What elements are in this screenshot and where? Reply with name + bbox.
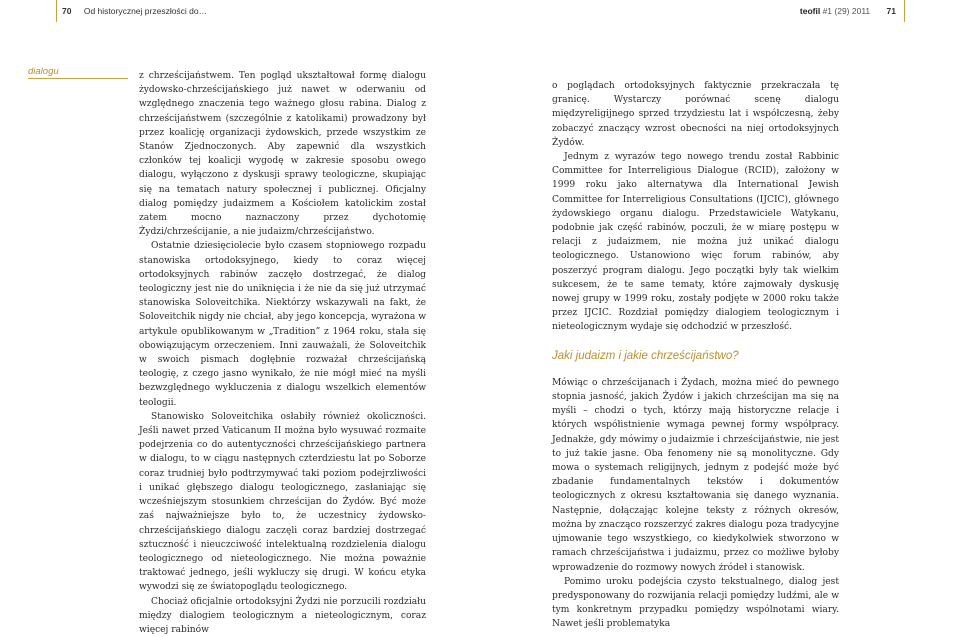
journal-name: teofil bbox=[799, 6, 821, 16]
paragraph: Jednym z wyrazów tego nowego trendu został Rabbinic Committee for Interreligious Dialogue (RCID), założony w 1999 roku jako alternatywa dla International Jewish Committee for Interreligious Consultations (IJCIC), głównego żydowskiego organu dialogu. Przedstawiciele Watykanu, podobnie jak część rabinów, poczuli, że w miarę postępu w relacji z judaizmem, nie można już unikać dialogu teologicznego. Ustanowiono więc forum rabinów, aby poszerzyć program dialogu. Jego początki były tak wielkim sukcesem, że te same tematy, które zajmowały dyskusję nowej grupy w 1999 roku, zostały podjęte w 2000 roku także przez IJCIC. Rozdział pomiędzy dialogiem teologicznym i nieteologicznym wydaje się odchodzić w przeszłość. bbox=[552, 152, 839, 333]
journal-issue: #1 (29) 2011 bbox=[822, 6, 871, 16]
paragraph: Chociaż oficjalnie ortodoksyjni Żydzi nie porzucili rozdziału między dialogiem teologicznym a nieteologicznym, coraz więcej rabinów bbox=[139, 596, 426, 635]
left-column bbox=[139, 69, 426, 637]
running-header-right bbox=[800, 6, 896, 16]
paragraph: Ostatnie dziesięciolecie było czasem stopniowego rozpadu stanowiska ortodoksyjnego, kiedy to coraz więcej ortodoksyjnych rabinów zaczęło dostrzegać, że dialog teologiczny jest nie do uniknięcia i że nie da się już utrzymać stanowiska Soloveitchika. Niektórzy wskazywali na fakt, że Soloveitchik nigdy nie chciał, aby jego koncepcja, wyrażona w artykule opublikowanym w „Tradition” z 1964 roku, stała się obowiązującym orzeczeniem. Inni zauważali, że Soloveitchik w swoich pismach dogłębnie rozważał chrześcijańską teologię, z czego jasno wynikało, że nie mógł mieć na myśli bezwzględnego wykluczenia z dialogu wszelkich elementów teologii. bbox=[139, 241, 426, 408]
section-subheading: Jaki judaizm i jakie chrześcijaństwo? bbox=[552, 349, 739, 362]
paragraph: Mówiąc o chrześcijanach i Żydach, można mieć do pewnego stopnia jasność, jakich Żydów i jakich chrześcijan ma się na myśli – chodzi o tych, którzy mają historyczne relacje i których współistnienie wymaga pewnej formy współpracy. Jednakże, gdy mówimy o judaizmie i chrześcijaństwie, nie jest to już takie jasne. Oba fenomeny nie są monolityczne. Gdy mowa o systemach religijnych, jednym z podejść może być zbadanie fundamentalnych tekstów i dokumentów teologicznych z okresu kształtowania się danego wyznania. Następnie, dołączając kolejne teksty z różnych okresów, można by znacząco rozszerzyć zakres dialogu poza tradycyjne ujmowanie tego wszystkiego, co kiedykolwiek stworzono w ramach chrześcijaństwa i judaizmu, przez co możliwe byłoby wprowadzenie do rozmowy nowych źródeł i stanowisk. bbox=[552, 377, 839, 573]
paragraph: o poglądach ortodoksyjnych faktycznie przekraczała tę granicę. Wystarczy porównać scenę dialogu międzyreligijnego sprzed trzydziestu lat i współczesną, żeby zobaczyć znaczący wzrost obecności na niej ortodoksyjnych Żydów. bbox=[552, 81, 839, 148]
running-title: Od historycznej przeszłości do… bbox=[83, 6, 208, 16]
section-tag: dialogu bbox=[28, 66, 59, 77]
page-number-right: 71 bbox=[886, 6, 896, 16]
section-tag-underline bbox=[28, 78, 128, 79]
page-number-left: 70 bbox=[62, 6, 72, 16]
paragraph: Pomimo uroku podejścia czysto tekstualnego, dialog jest predysponowany do rozwijania relacji pomiędzy ludźmi, ale w tym konkretnym przypadku pomiędzy wspólnotami wiary. Nawet jeśli problematyka bbox=[552, 576, 839, 630]
paragraph: z chrześcijaństwem. Ten pogląd ukształtował formę dialogu żydowsko-chrześcijańskiego już nawet w oderwaniu od względnego znaczenia tego ważnego głosu rabina. Dialog z chrześcijaństwem (szczególnie z katolikami) prowadzony był przez koalicję organizacji żydowskich, przede wszystkim ze Stanów Zjednoczonych. Aby zapewnić dla wszystkich członków tej koalicji wygodę w zakresie sposobu owego dialogu, wyłączono z dyskusji sprawy teologiczne, skupiając się na tematach natury społecznej i publicznej. Oficjalny dialog pomiędzy judaizmem a Kościołem katolickim został zatem mocno naznaczony przez dychotomię Żydzi/chrześcijanie, a nie judaizm/chrześcijaństwo. bbox=[139, 71, 426, 238]
running-header-left bbox=[62, 6, 207, 16]
header-right-rule bbox=[904, 0, 905, 22]
header-left-rule bbox=[56, 0, 57, 22]
right-column bbox=[552, 79, 839, 632]
paragraph: Stanowisko Soloveitchika osłabiły również okoliczności. Jeśli nawet przed Vaticanum II można było wysuwać rozmaite podejrzenia co do autentyczności chrześcijańskiego partnera w dialogu, to w ciągu następnych czterdziestu lat po Soborze coraz trudniej było podtrzymywać taki poziom podejrzliwości i unikać głębszego dialogu teologicznego, zasłaniając się wcześniejszym stosunkiem chrześcijan do Żydów. Być może zaś najważniejsze było to, że uczestnicy żydowsko-chrześcijańskiego dialogu zaczęli coraz bardziej dostrzegać sztuczność i nieuczciwość intelektualną rozdzielenia dialogu teologicznego od nieteologicznego. Nie można poważnie traktować jednego, jeśli wykluczy się drugi. W końcu etyka wywodzi się ze światopoglądu teologicznego. bbox=[139, 411, 426, 593]
